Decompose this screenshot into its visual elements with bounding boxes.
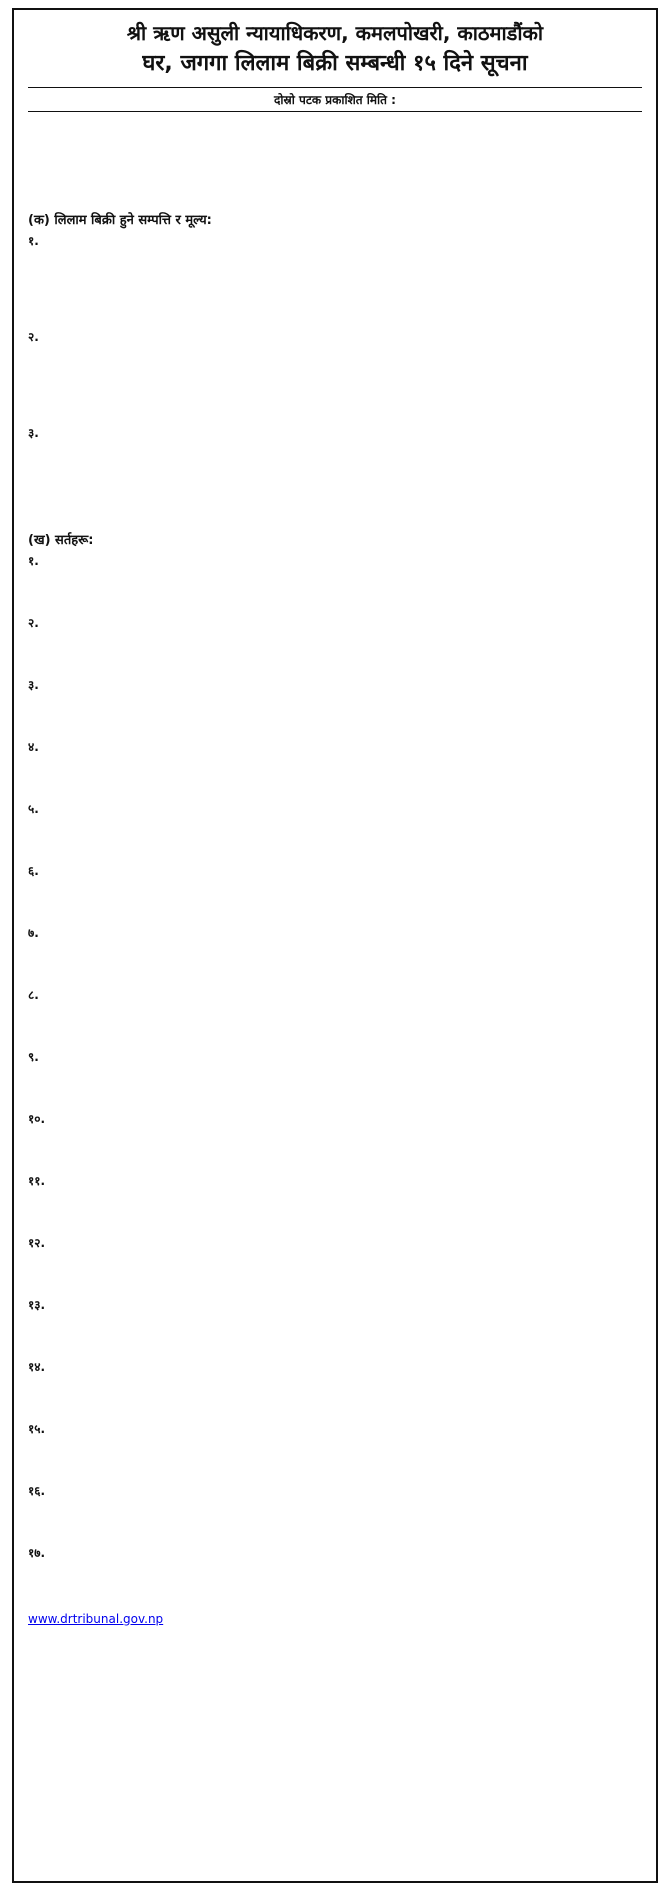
- term-item: [28, 676, 642, 738]
- term-item-text: [58, 862, 642, 924]
- term-item: [28, 738, 642, 800]
- section-properties: [28, 210, 642, 520]
- term-item-text: [58, 1234, 642, 1296]
- term-item-text: [58, 552, 642, 614]
- term-item-text: [58, 1420, 642, 1482]
- term-item: [28, 862, 642, 924]
- terms-list: [28, 552, 642, 1606]
- property-item-text: [58, 424, 642, 520]
- term-item-text: [58, 1296, 642, 1358]
- property-item-number: ३.: [28, 425, 39, 440]
- property-item: [28, 328, 642, 424]
- property-item-number: १.: [28, 233, 39, 248]
- property-item: [28, 232, 642, 328]
- term-item-number: १२.: [28, 1235, 46, 1250]
- term-item-number: ६.: [28, 863, 39, 878]
- term-item: [28, 1172, 642, 1234]
- term-item: [28, 552, 642, 614]
- term-item-number: ११.: [28, 1173, 46, 1188]
- term-item-text: [58, 738, 642, 800]
- property-item-number: २.: [28, 329, 39, 344]
- term-item: [28, 1048, 642, 1110]
- term-item-number: ४.: [28, 739, 39, 754]
- term-item-text: [58, 676, 642, 738]
- term-item-text: [58, 1172, 642, 1234]
- term-item-number: ३.: [28, 677, 39, 692]
- property-list: [28, 232, 642, 520]
- section-terms-heading: (ख) सर्तहरू:: [28, 532, 94, 548]
- term-item: [28, 924, 642, 986]
- term-item-number: ८.: [28, 987, 39, 1002]
- term-item: [28, 1544, 642, 1606]
- auction-notice: [12, 8, 658, 1883]
- term-item-text: [58, 986, 642, 1048]
- term-item: [28, 1296, 642, 1358]
- term-item-number: ५.: [28, 801, 39, 816]
- term-item-number: १५.: [28, 1421, 46, 1436]
- property-item-text: [58, 328, 642, 424]
- term-item: [28, 800, 642, 862]
- term-item: [28, 614, 642, 676]
- term-item-number: १.: [28, 553, 39, 568]
- tribunal-name: श्री ऋण असुली न्यायाधिकरण, कमलपोखरी, काठमाडौंको: [126, 21, 544, 45]
- term-item-number: ९.: [28, 1049, 39, 1064]
- website-line: [28, 1612, 642, 1626]
- publication-date-bar: [28, 87, 642, 112]
- term-item: [28, 1420, 642, 1482]
- term-item-text: [58, 924, 642, 986]
- term-item: [28, 1482, 642, 1544]
- term-item-text: [58, 614, 642, 676]
- term-item-number: ७.: [28, 925, 39, 940]
- term-item-number: १३.: [28, 1297, 46, 1312]
- term-item-text: [58, 1110, 642, 1172]
- term-item-text: [58, 1544, 642, 1606]
- notice-title: घर, जगगा लिलाम बिक्री सम्बन्धी १५ दिने सूचना: [142, 51, 528, 76]
- website-link[interactable]: www.drtribunal.gov.np: [28, 1611, 164, 1626]
- intro-paragraph: [28, 120, 642, 200]
- term-item-text: [58, 1048, 642, 1110]
- term-item-number: १०.: [28, 1111, 46, 1126]
- term-item-number: १४.: [28, 1359, 46, 1374]
- term-item: [28, 1110, 642, 1172]
- property-item: [28, 424, 642, 520]
- term-item-text: [58, 1358, 642, 1420]
- term-item: [28, 986, 642, 1048]
- term-item-number: २.: [28, 615, 39, 630]
- term-item-text: [58, 1482, 642, 1544]
- term-item-number: १७.: [28, 1545, 46, 1560]
- term-item-number: १६.: [28, 1483, 46, 1498]
- section-properties-heading: (क) लिलाम बिक्री हुने सम्पत्ति र मूल्य:: [28, 212, 212, 228]
- property-item-text: [58, 232, 642, 328]
- term-item: [28, 1234, 642, 1296]
- term-item-text: [58, 800, 642, 862]
- publication-date-label: दोस्रो पटक प्रकाशित मिति :: [274, 92, 396, 107]
- section-terms: [28, 530, 642, 1606]
- term-item: [28, 1358, 642, 1420]
